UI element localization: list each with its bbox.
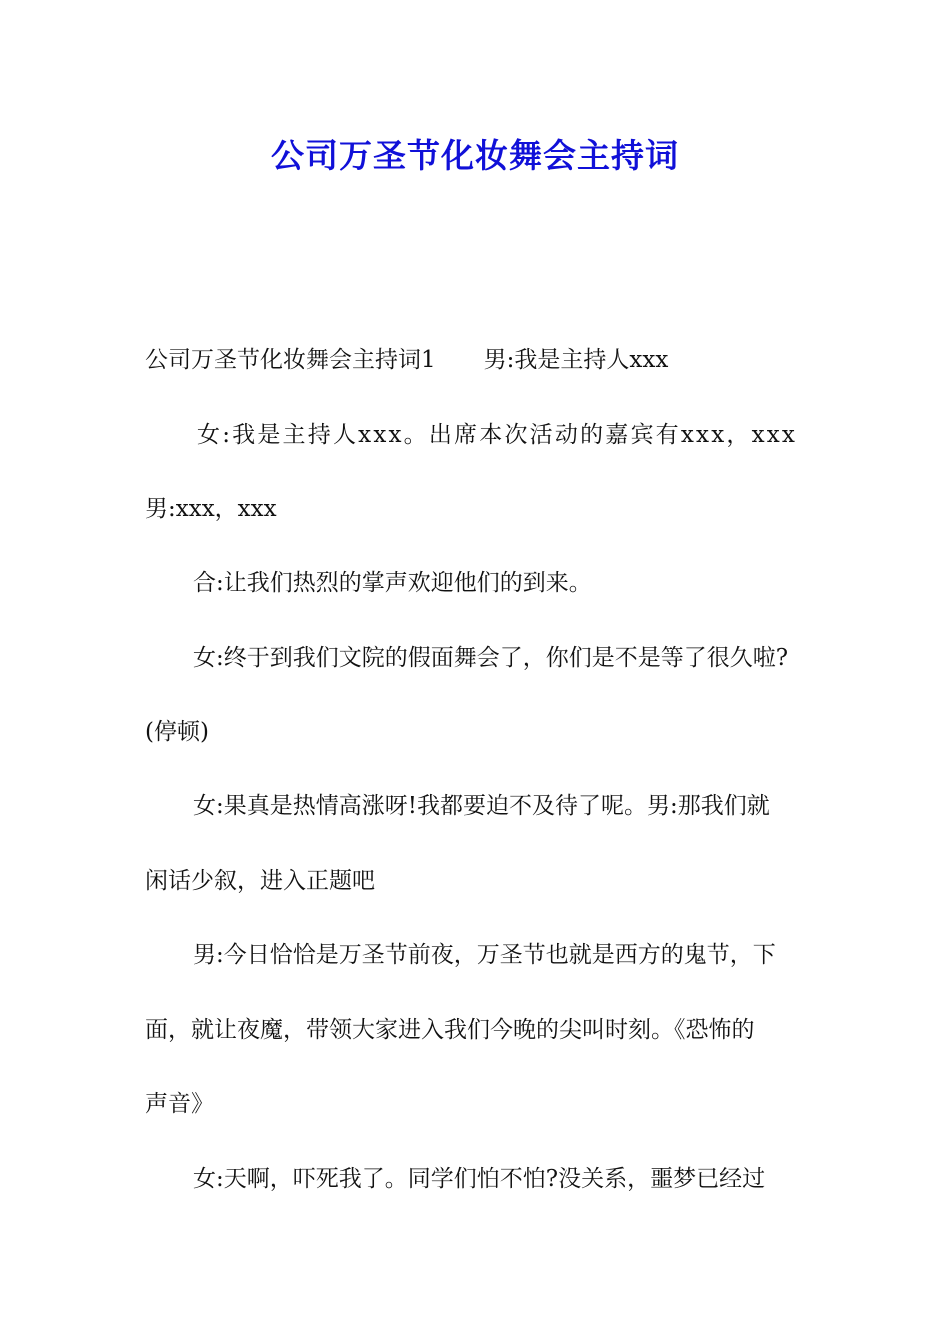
paragraph-line: 面，就让夜魔，带领大家进入我们今晚的尖叫时刻。《恐怖的 <box>145 1017 755 1043</box>
paragraph-line: 男:xxx，xxx <box>145 496 277 522</box>
paragraph-line: 女:天啊，吓死我了。同学们怕不怕?没关系，噩梦已经过 <box>193 1166 766 1192</box>
paragraph-line: 男:今日恰恰是万圣节前夜，万圣节也就是西方的鬼节，下 <box>193 942 776 968</box>
document-title: 公司万圣节化妆舞会主持词 <box>271 136 679 175</box>
paragraph-line: 女:我是主持人xxx。出席本次活动的嘉宾有xxx，xxx <box>197 422 798 448</box>
heading-line <box>145 345 668 375</box>
section-title: 公司万圣节化妆舞会主持词1 <box>145 347 436 373</box>
paragraph-line: 女:终于到我们文院的假面舞会了，你们是不是等了很久啦? <box>193 645 789 671</box>
paragraph-line: (停顿) <box>145 719 209 745</box>
paragraph-line: 合:让我们热烈的掌声欢迎他们的到来。 <box>193 570 592 596</box>
paragraph-line: 闲话少叙，进入正题吧 <box>145 868 375 894</box>
paragraph-line: 声音》 <box>145 1091 214 1117</box>
heading-line-text: 男:我是主持人xxx <box>483 347 669 373</box>
paragraph-line: 女:果真是热情高涨呀!我都要迫不及待了呢。男:那我们就 <box>193 793 770 819</box>
